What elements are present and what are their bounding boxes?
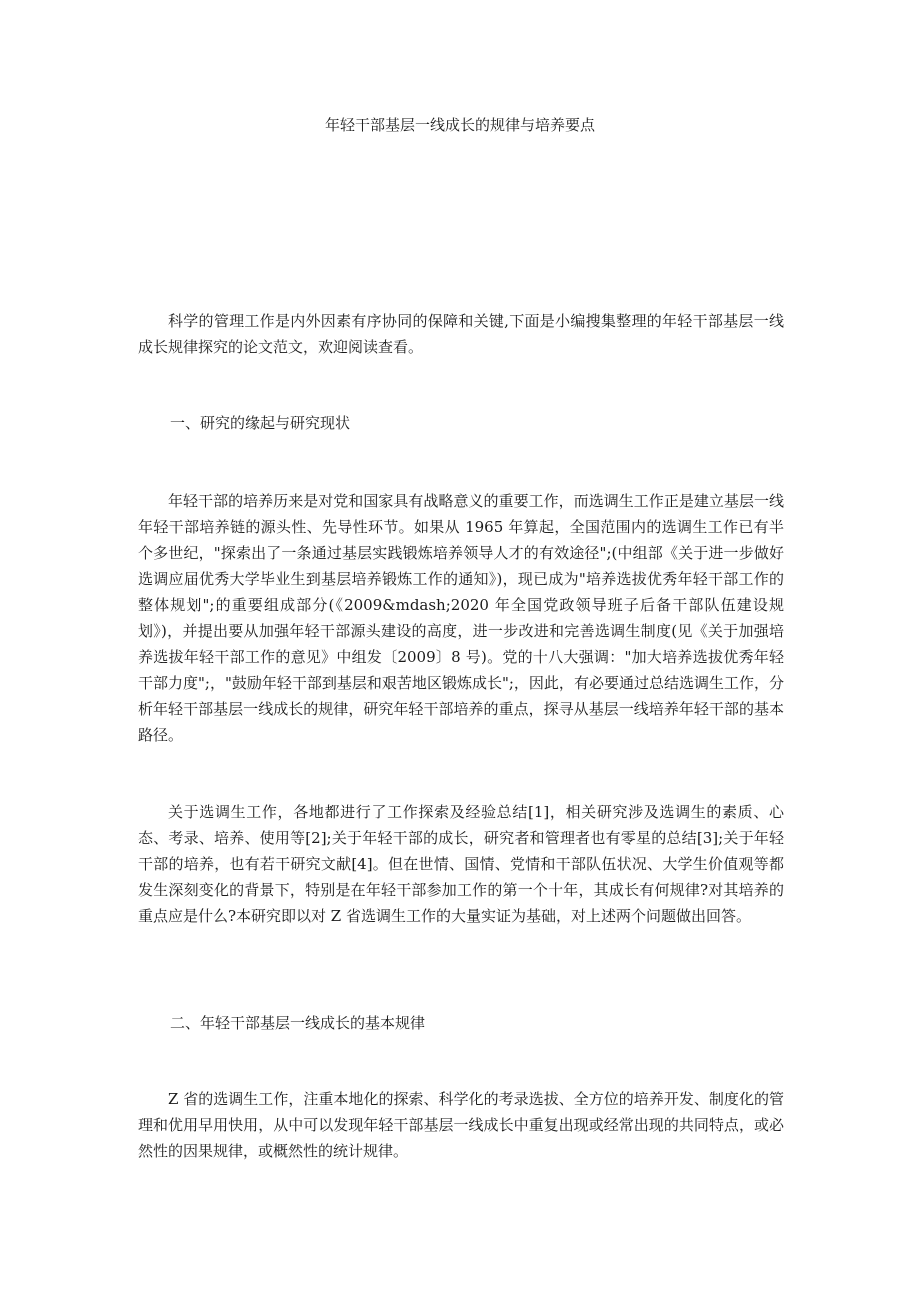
section-2-paragraph-1: Z 省的选调生工作，注重本地化的探索、科学化的考录选拔、全方位的培养开发、制度化的管理和优用早用快用，从中可以发现年轻干部基层一线成长中重复出现或经常出现的共同特点，或必然性的因果规律，或概然性的统计规律。 <box>138 1090 784 1160</box>
intro-paragraph: 科学的管理工作是内外因素有序协同的保障和关键,下面是小编搜集整理的年轻干部基层一线成长规律探究的论文范文，欢迎阅读查看。 <box>138 312 784 356</box>
document-title: 年轻干部基层一线成长的规律与培养要点 <box>324 116 595 134</box>
section-heading-2: 二、年轻干部基层一线成长的基本规律 <box>170 1014 426 1032</box>
section-heading-1: 一、研究的缘起与研究现状 <box>170 414 351 432</box>
section-1-paragraph-1: 年轻干部的培养历来是对党和国家具有战略意义的重要工作，而选调生工作正是建立基层一线年轻干部培养链的源头性、先导性环节。如果从 1965 年算起，全国范围内的选调生工作已有半个多世纪，"探索出了一条通过基层实践锻炼培养领导人才的有效途径";(中组部《关于进一步做好选调应届优秀大学毕业生到基层培养锻炼工作的通知》)，现已成为"培养选拔优秀年轻干部工作的整体规划";的重要组成部分(《2009&mdash;2020 年全国党政领导班子后备干部队伍建设规划》)，并提出要从加强年轻干部源头建设的高度，进一步改进和完善选调生制度(见《关于加强培养选拔年轻干部工作的意见》中组发〔2009〕8 号)。党的十八大强调："加大培养选拔优秀年轻干部力度";，"鼓励年轻干部到基层和艰苦地区锻炼成长";，因此，有必要通过总结选调生工作，分析年轻干部基层一线成长的规律，研究年轻干部培养的重点，探寻从基层一线培养年轻干部的基本路径。 <box>138 492 784 744</box>
section-1-paragraph-2: 关于选调生工作，各地都进行了工作探索及经验总结[1]，相关研究涉及选调生的素质、心态、考录、培养、使用等[2];关于年轻干部的成长，研究者和管理者也有零星的总结[3];关于年轻干部的培养，也有若干研究文献[4]。但在世情、国情、党情和干部队伍状况、大学生价值观等都发生深刻变化的背景下，特别是在年轻干部参加工作的第一个十年，其成长有何规律?对其培养的重点应是什么?本研究即以对 Z 省选调生工作的大量实证为基础，对上述两个问题做出回答。 <box>138 803 784 925</box>
